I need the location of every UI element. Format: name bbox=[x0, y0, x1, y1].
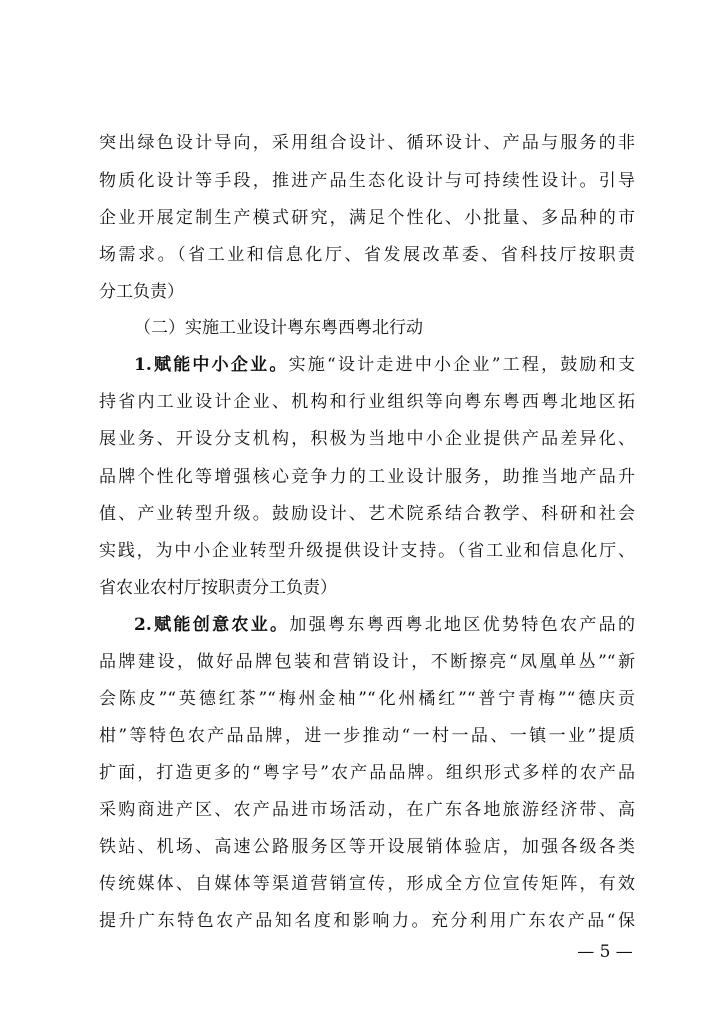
text-line: 铁站、机场、高速公路服务区等开设展销体验店，加强各级各类 bbox=[99, 837, 635, 857]
text-line: 省农业农村厅按职责分工负责） bbox=[99, 578, 337, 598]
paragraph-lead-text: 加强粤东粤西粤北地区优势特色农产品的 bbox=[289, 615, 635, 635]
text-line: 品牌建设，做好品牌包装和营销设计，不断擦亮“凤凰单丛”“新 bbox=[99, 652, 635, 672]
text-line: 分工负责） bbox=[99, 282, 184, 302]
text-line: 物质化设计等手段，推进产品生态化设计与可持续性设计。引导 bbox=[99, 171, 635, 191]
text-line: 提升广东特色农产品知名度和影响力。充分利用广东农产品“保 bbox=[99, 911, 635, 931]
text-line: 柑”等特色农产品品牌，进一步推动“一村一品、一镇一业”提质 bbox=[99, 726, 635, 746]
text-line: 实践，为中小企业转型升级提供设计支持。（省工业和信息化厅、 bbox=[99, 541, 635, 561]
paragraph-first-line bbox=[134, 350, 635, 380]
section-heading: （二）实施工业设计粤东粤西粤北行动 bbox=[134, 318, 423, 338]
text-line: 突出绿色设计导向，采用组合设计、循环设计、产品与服务的非 bbox=[99, 133, 635, 153]
text-line: 展业务、开设分支机构，积极为当地中小企业提供产品差异化、 bbox=[99, 429, 635, 449]
text-line: 采购商进产区、农产品进市场活动，在广东各地旅游经济带、高 bbox=[99, 800, 635, 820]
text-line: 会陈皮”“英德红茶”“梅州金柚”“化州橘红”“普宁青梅”“德庆贡 bbox=[99, 689, 635, 709]
text-line: 品牌个性化等增强核心竞争力的工业设计服务，助推当地产品升 bbox=[99, 467, 635, 487]
text-line: 持省内工业设计企业、机构和行业组织等向粤东粤西粤北地区拓 bbox=[99, 392, 635, 412]
paragraph-first-line bbox=[134, 610, 635, 640]
text-line: 企业开展定制生产模式研究，满足个性化、小批量、多品种的市 bbox=[99, 208, 635, 228]
text-line: 扩面，打造更多的“粤字号”农产品品牌。组织形式多样的农产品 bbox=[99, 763, 635, 783]
text-line: 值、产业转型升级。鼓励设计、艺术院系结合教学、科研和社会 bbox=[99, 504, 635, 524]
page-number: — 5 — bbox=[577, 942, 633, 962]
paragraph-lead-bold: 1.赋能中小企业。 bbox=[134, 355, 289, 375]
paragraph-lead-bold: 2.赋能创意农业。 bbox=[134, 615, 290, 635]
text-line: 场需求。（省工业和信息化厅、省发展改革委、省科技厅按职责 bbox=[99, 245, 635, 265]
paragraph-lead-text: 实施“设计走进中小企业”工程，鼓励和支 bbox=[288, 355, 635, 375]
text-line: 传统媒体、自媒体等渠道营销宣传，形成全方位宣传矩阵，有效 bbox=[99, 874, 635, 894]
